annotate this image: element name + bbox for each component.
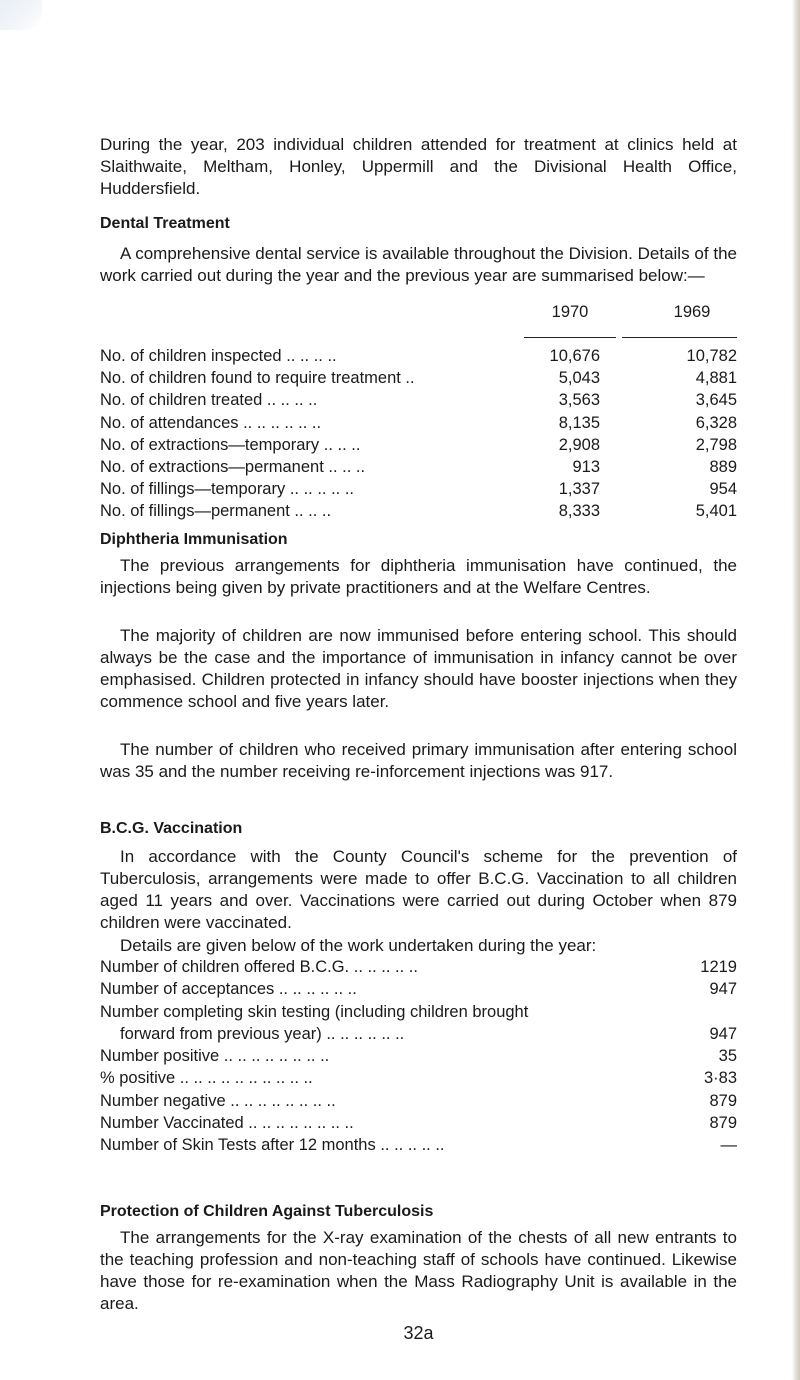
page-corner-mark	[0, 0, 42, 30]
row-label: forward from previous year) .. .. .. .. .. ..	[120, 1024, 405, 1043]
row-value: 947	[709, 1024, 737, 1043]
row-value: —	[720, 1136, 737, 1155]
row-value: 3·83	[703, 1069, 737, 1088]
row-label: Number positive .. .. .. .. .. .. .. ..	[100, 1047, 330, 1066]
row-label: Number completing skin testing (including children brought	[100, 1002, 529, 1021]
row-value: 879	[709, 1114, 737, 1133]
column-1969-rule	[622, 337, 737, 338]
value-1970: 8,135	[558, 413, 600, 432]
column-1969: 1969	[673, 303, 711, 321]
value-1969: 5,401	[695, 502, 737, 521]
table-row	[100, 347, 737, 369]
row-value: 879	[709, 1091, 737, 1110]
row-label: No. of attendances .. .. .. .. .. ..	[100, 413, 322, 432]
table-row	[100, 391, 737, 413]
leader-dots: .. .. .. .. .. .. .. ..	[243, 1114, 354, 1133]
row-label: No. of fillings—temporary .. .. .. .. ..	[100, 480, 354, 499]
leader-dots: .. .. .. .. .. .. .. ..	[225, 1091, 336, 1110]
leader-dots: .. .. .. .. ..	[375, 1136, 445, 1155]
dental-table	[100, 303, 737, 525]
table-row	[100, 369, 737, 391]
value-1970: 5,043	[558, 369, 600, 388]
table-row	[100, 1136, 737, 1158]
dental-paragraph: A comprehensive dental service is available throughout the Division. Details of the work carried out during the year and the previous year are summarised below:—	[100, 244, 737, 285]
table-row	[100, 1003, 737, 1025]
leader-dots: .. .. .. ..	[262, 391, 318, 410]
table-row	[100, 414, 737, 436]
leader-dots: .. .. .. .. ..	[285, 480, 354, 499]
value-1970: 10,676	[549, 347, 600, 365]
row-label: No. of fillings—permanent .. .. ..	[100, 502, 332, 521]
table-row	[100, 1047, 737, 1069]
leader-dots: .. .. .. .. .. ..	[238, 413, 322, 432]
value-1969: 954	[709, 480, 737, 499]
column-1970: 1970	[551, 303, 589, 321]
protection-heading: Protection of Children Against Tuberculosis	[100, 1203, 434, 1220]
row-value: 947	[709, 980, 737, 999]
table-row	[100, 1114, 737, 1136]
bcg-paragraph: In accordance with the County Council's scheme for the prevention of Tuberculosis, arrangements were made to offer B.C.G. Vaccination to all children aged 11 years and over. Vaccinations were carried out during October when 879 children were vaccinated.	[100, 847, 737, 932]
diphtheria-paragraph-1: The previous arrangements for diphtheria immunisation have continued, the injections being given by private practitioners and at the Welfare Centres.	[100, 556, 737, 597]
row-label: Number of Skin Tests after 12 months .. .. .. .. ..	[100, 1136, 445, 1155]
table-row	[100, 502, 737, 524]
table-row	[100, 980, 737, 1002]
leader-dots: .. .. .. .. ..	[349, 958, 418, 976]
bcg-heading: B.C.G. Vaccination	[100, 820, 243, 837]
leader-dots: .. .. .. .. .. ..	[274, 980, 357, 999]
leader-dots: .. .. .. .. .. ..	[321, 1024, 405, 1043]
table-row	[100, 480, 737, 502]
row-label: No. of extractions—permanent .. .. ..	[100, 457, 366, 476]
leader-dots: .. .. ..	[323, 457, 366, 476]
page-edge-shadow	[792, 0, 800, 1380]
page-number: 32a	[403, 1323, 434, 1343]
table-row	[100, 458, 737, 480]
row-value: 1219	[700, 958, 737, 976]
row-label: No. of extractions—temporary .. .. ..	[100, 435, 361, 454]
row-label: No. of children found to require treatment ..	[100, 369, 415, 388]
diphtheria-heading: Diphtheria Immunisation	[100, 531, 288, 548]
row-label: % positive .. .. .. .. .. .. .. .. .. ..	[100, 1069, 313, 1088]
protection-paragraph: The arrangements for the X-ray examination of the chests of all new entrants to the teaching profession and non-teaching staff of schools have continued. Likewise have those for re-examination when the Mass Radiography Unit is available in the area.	[100, 1228, 737, 1313]
value-1970: 1,337	[558, 480, 600, 499]
row-label: Number of children offered B.C.G. .. .. .. .. ..	[100, 958, 418, 976]
leader-dots: .. .. ..	[289, 502, 332, 521]
value-1969: 4,881	[695, 369, 737, 388]
value-1969: 2,798	[695, 435, 737, 454]
leader-dots: ..	[400, 369, 415, 388]
bcg-table-body	[100, 958, 737, 1159]
table-row	[100, 958, 737, 980]
value-1969: 889	[709, 457, 737, 476]
leader-dots: .. .. .. .. .. .. .. ..	[219, 1047, 330, 1066]
bcg-table	[100, 935, 737, 1159]
table-row	[100, 436, 737, 458]
value-1969: 6,328	[695, 413, 737, 432]
value-1970: 2,908	[558, 435, 600, 454]
value-1969: 3,645	[695, 391, 737, 410]
intro-paragraph: During the year, 203 individual children attended for treatment at clinics held at Slaithwaite, Meltham, Honley, Uppermill and the Divisional Health Office, Huddersfield.	[100, 135, 737, 198]
dental-heading: Dental Treatment	[100, 215, 230, 232]
row-label: Number Vaccinated .. .. .. .. .. .. .. ..	[100, 1114, 354, 1133]
value-1970: 3,563	[558, 391, 600, 410]
table-row	[100, 1069, 737, 1091]
table-row	[100, 1025, 737, 1047]
leader-dots: .. .. .. .. .. .. .. .. .. ..	[175, 1069, 313, 1088]
leader-dots: .. .. ..	[319, 435, 361, 454]
bcg-details-intro: Details are given below of the work undertaken during the year:	[120, 936, 597, 955]
column-1970-rule	[524, 337, 616, 338]
row-value: 35	[718, 1047, 737, 1066]
diphtheria-paragraph-3: The number of children who received primary immunisation after entering school was 35 and the number receiving re-inforcement injections was 917.	[100, 740, 737, 781]
value-1970: 8,333	[558, 502, 600, 521]
row-label: Number of acceptances .. .. .. .. .. ..	[100, 980, 357, 999]
value-1970: 913	[572, 457, 600, 476]
dental-table-header	[100, 303, 737, 337]
row-label: No. of children treated .. .. .. ..	[100, 391, 318, 410]
table-row	[100, 1092, 737, 1114]
dental-table-body	[100, 347, 737, 525]
diphtheria-paragraph-2: The majority of children are now immunised before entering school. This should always be the case and the importance of immunisation in infancy cannot be over emphasised. Children protected in infancy should have booster injections when they commence school and five years later.	[100, 626, 737, 711]
value-1969: 10,782	[686, 347, 737, 365]
row-label: Number negative .. .. .. .. .. .. .. ..	[100, 1091, 336, 1110]
row-label: No. of children inspected .. .. .. ..	[100, 347, 337, 365]
leader-dots: .. .. .. ..	[281, 347, 337, 365]
